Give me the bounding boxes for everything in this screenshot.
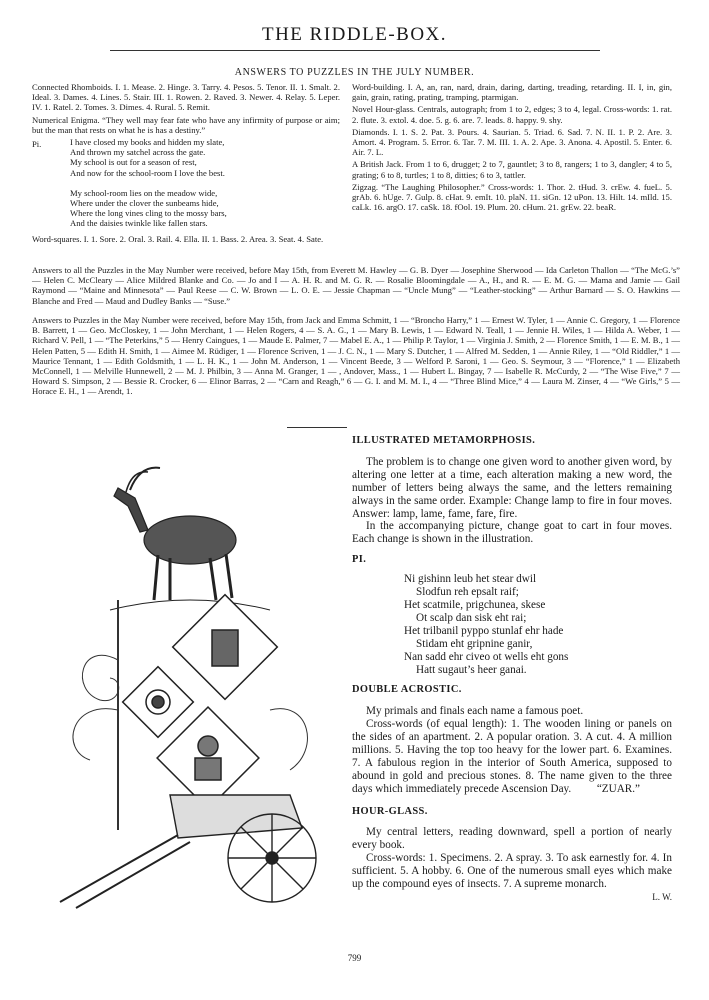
pi-poem — [352, 573, 672, 676]
zigzag-answer: Zigzag. “The Laughing Philosopher.” Cross-words: 1. Thor. 2. tHud. 3. crEw. 4. fueL. 5. grAb. 6. hUge. 7. Gulp. 8. cHat. 9. emIt. 10. plaN. 11. siGn. 12 uPon. 13. Hilt. 14. mIld. 15. caLk. 16. argO. 17. caSk. 18. fOol. 19. Plum. 20. cHum. 21. grEw. 22. beaR. — [352, 181, 672, 213]
acrostic-heading: DOUBLE ACROSTIC. — [352, 684, 462, 696]
may-puzzle-answers — [32, 315, 680, 397]
poem-line: Nan sadd ehr civeo ot wells eht gons — [404, 650, 569, 663]
verse-line: Where the long vines cling to the mossy bars, — [70, 208, 227, 219]
answers-right-column — [352, 82, 672, 214]
pi-answer-label: Pi. — [32, 139, 42, 150]
poem-line: Het scatmile, prigchunea, skese — [404, 598, 546, 611]
hourglass-intro: My central letters, reading downward, spell a portion of nearly every book. — [352, 826, 672, 852]
diamonds-answer: Diamonds. I. 1. S. 2. Pat. 3. Pours. 4. Saurian. 5. Triad. 6. Sad. 7. N. II. 1. P. 2. Are. 3. Amort. 4. Program. 5. Error. 6. Tar. 7. M. III. 1. A. 2. Ape. 3. Anona. 4. Apostil. 5. Enter. 6. Air. 7. L. — [352, 126, 672, 158]
verse-line: And thrown my satchel across the gate. — [70, 147, 206, 158]
answers-left-column — [32, 82, 340, 246]
novel-hourglass-answer: Novel Hour-glass. Centrals, autograph; from 1 to 2, edges; 3 to 4, legal. Cross-words: 1. rat. 2. flute. 3. extol. 4. doe. 5. g. 6. are. 7. leads. 8. happy. 9. shy. — [352, 104, 672, 125]
poem-line: Hatt sugaut’s heer ganai. — [416, 663, 527, 676]
rhomboids-answer: Connected Rhomboids. I. 1. Mease. 2. Hinge. 3. Tarry. 4. Pesos. 5. Tenor. II. 1. Smalt. 2. Ideal. 3. Dames. 4. Lines. 5. Stair. III. 1. Rowen. 2. Raved. 3. Newer. 4. Relay. 5. Leper. IV. 1. Ratel. 2. Tomes. 3. Dimes. 4. Rural. 5. Remit. — [32, 82, 340, 113]
section-rule — [287, 427, 347, 428]
verse-line: And now for the school-room I love the best. — [70, 167, 225, 178]
cart-drawing — [60, 795, 316, 908]
may-puzzles-text: Answers to Puzzles in the May Number were received, before May 15th, from Jack and Emma Schmitt, 1 — “Broncho Harry,” 1 — Ernest W. Tyler, 1 — Annie C. Gregory, 1 — Florence B. Barrett, 1 — Geo. McCloskey, 1 — John Merchant, 1 — Helen Rogers, 4 — S. A. G., 1 — Mary B. Lewis, 1 — Edward N. Teall, 1 — Jennie H. Wiles, 1 — Hilda A. Weber, 1 — Richard V. Pell, 1 — “The Peterkins,” 5 — Henry Caingues, 1 — Maude E. Palmer, 7 — Mabel E. A., 1 — Philip P. Taylor, 1 — Virginia J. Smith, 2 — Florence Smith, 1 — E. M. B., 1 — Helen Patten, 5 — Edith H. Smith, 1 — Aimee M. Rüdiger, 1 — Florence Scriven, 1 — J. C. N., 1 — Mary S. Dutcher, 1 — Alfred M. Sedden, 1 — Annie Riley, 1 — “Old Riddler,” 1 — Maurice Tennant, 1 — Edith Goldsmith, 1 — L. H. K., 1 — John M. Anderson, 1 — Vincent Beede, 3 — Welford P. Saroni, 1 — Geo. S. Seymour, 3 — “Florence,” 1 — Elizabeth McConnell, 1 — Melville Hunnewell, 2 — M. J. Philbin, 3 — Anna M. Granger, 1 — , Andover, Mass., 1 — Hubert L. Bingay, 7 — Isabelle R. McCurdy, 2 — “The Wise Five,” 7 — Howard S. Simpson, 2 — Bessie R. Crocker, 6 — Elinor Barras, 2 — “Carn and Reagh,” 6 — G. I. and M. M. I., 4 — “Three Blind Mice,” 4 — Laura M. Zinser, 4 — “We Girls,” 5 — Horace E. H., 1 — Arendt, 1. — [32, 315, 680, 397]
page-number: 799 — [347, 953, 362, 963]
may-all-text: Answers to all the Puzzles in the May Number were received, before May 15th, from Everett M. Hawley — G. B. Dyer — Josephine Sherwood — Ida Carleton Thallon — “The McG.’s” — Helen C. McCleary — Alice Mildred Blanke and Co. — Jo and I — A. H. R. and M. G. R. — Rosalie Bloomingdale — A., H., and R. — E. M. G. — Mama and Jamie — Gail Raymond — “Maine and Minnesota” — Paul Reese — C. W. Brown — L. O. E. — Jessie Chapman — “Uncle Mung” — “Leather-stocking” — Arthur Barnard — S. O. Hawkins — Blanche and Fred — Maud and Dudley Banks — “Suse.” — [32, 265, 680, 306]
metamorphosis-section — [352, 435, 672, 904]
hourglass-signature: L. W. — [652, 892, 672, 902]
poem-line: Ni gishinn leub het stear dwil — [404, 573, 537, 586]
verse-gap — [70, 178, 340, 188]
page-title: THE RIDDLE-BOX. — [261, 24, 448, 45]
cap-panel — [123, 667, 194, 738]
poem-line: Ot scalp dan sisk eht rai; — [416, 611, 527, 624]
verse-line: My school-room lies on the meadow wide, — [70, 187, 218, 198]
pi-heading: PI. — [352, 554, 367, 566]
poem-line: Het trilbanil pyppo stunlaf ehr hade — [404, 624, 564, 637]
metamorphosis-illustration — [40, 450, 340, 910]
title-rule — [110, 50, 600, 51]
hourglass-heading: HOUR-GLASS. — [352, 805, 428, 817]
metamorphosis-task: In the accompanying picture, change goat to cart in four moves. Each change is shown in the illustration. — [352, 520, 672, 546]
metamorphosis-rules: The problem is to change one given word to another given word, by altering one letter at a time, each alteration making a new word, the number of letters being always the same, and the letters remaining always in the same order. Example: Change lamp to fire in four moves. Answer: lamp, lame, fame, fare, fire. — [352, 455, 672, 520]
verse-line: And the daisies twinkle like fallen stars. — [70, 218, 208, 229]
acrostic-signature: “ZUAR.” — [596, 782, 640, 795]
verse-line: My school is out for a season of rest, — [70, 157, 197, 168]
pi-answer — [32, 137, 340, 229]
word-building-answer: Word-building. I. A, an, ran, nard, drain, daring, darting, treading, retarding. II. I, in, gin, gain, grain, rating, prating, tramping, ptarmigan. — [352, 82, 672, 103]
enigma-answer: Numerical Enigma. “They well may fear fate who have any infirmity of purpose or aim; but the man that rests on what he is has a destiny.” — [32, 114, 340, 135]
goat-drawing — [110, 468, 270, 610]
hourglass-crosswords: Cross-words: 1. Specimens. 2. A spray. 3. To ask earnestly for. 4. In sufficient. 5. A hobby. 6. One of the numerous small eyes which make up the compound eyes of insects. 7. A supreme monarch. — [352, 852, 672, 891]
coat-panel — [173, 595, 278, 700]
answers-heading: ANSWERS TO PUZZLES IN THE JULY NUMBER. — [234, 67, 475, 78]
verse-line: Where under the clover the sunbeams hide, — [70, 198, 219, 209]
british-jack-answer: A British Jack. From 1 to 6, drugget; 2 to 7, gauntlet; 3 to 8, rangers; 1 to 3, dangler; 4 to 5, grating; 6 to 8, turtles; 1 to 8, ditties; 6 to 3, tattler. — [352, 159, 672, 180]
poem-line: Stidam eht gripnine ganir, — [416, 637, 533, 650]
pi-verse — [32, 137, 340, 229]
word-squares-answer: Word-squares. I. 1. Sore. 2. Oral. 3. Rail. 4. Ella. II. 1. Bass. 2. Area. 3. Seat. 4. Sate. — [32, 233, 324, 244]
may-all-answers — [32, 265, 680, 306]
poem-line: Slodfun reh epsalt raif; — [416, 586, 519, 599]
acrostic-crosswords: Cross-words (of equal length): 1. The wooden lining or panels on the sides of an apartment. 2. A popular oration. 3. A cut. 4. A million millions. 5. Having the top too heavy for the lower part. 6. Examines. 7. A fabulous region in the interior of South America, supposed to abound in gold and precious stones. 8. The name given to the three days which immediately precede Ascension Day. — [352, 718, 672, 795]
verse-line: I have closed my books and hidden my slate, — [70, 137, 225, 148]
metamorphosis-heading: ILLUSTRATED METAMORPHOSIS. — [352, 435, 536, 446]
acrostic-intro: My primals and finals each name a famous poet. — [366, 705, 584, 718]
